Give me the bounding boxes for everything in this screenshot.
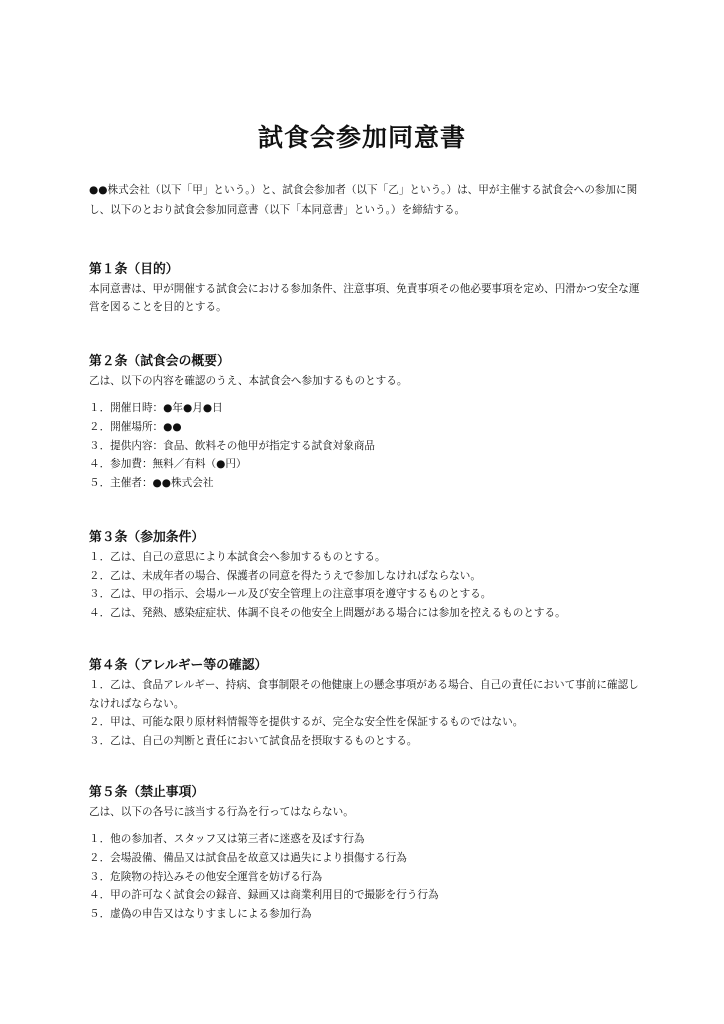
article-text: 乙は、以下の内容を確認のうえ、本試食会へ参加するものとする。: [89, 375, 408, 387]
document-title: 試食会参加同意書: [257, 122, 466, 152]
article-1: [89, 260, 649, 317]
article-5: [89, 783, 649, 923]
article-heading: 第１条（目的）: [89, 262, 179, 277]
article-text: 乙は、以下の各号に該当する行為を行ってはならない。: [89, 806, 354, 818]
list-item: １．乙は、食品アレルギー、持病、食事制限その他健康上の懸念事項がある場合、自己の責任において事前に確認しなければならない。: [89, 679, 639, 710]
article-heading: 第５条（禁止事項）: [89, 785, 205, 800]
list-item: ３．提供内容：食品、飲料その他甲が指定する試食対象商品: [89, 439, 376, 452]
list-item: ４．参加費：無料／有料（●円）: [89, 458, 247, 471]
list-item: ４．乙は、発熱、感染症症状、体調不良その他安全上問題がある場合には参加を控えるものとする。: [89, 606, 566, 619]
list-item: ２．会場設備、備品又は試食品を故意又は過失により損傷する行為: [89, 852, 407, 864]
article-text: 本同意書は、甲が開催する試食会における参加条件、注意事項、免責事項その他必要事項を定め、円滑かつ安全な運営を図ることを目的とする。: [89, 283, 640, 314]
list-item: １．開催日時：●年●月●日: [89, 402, 223, 415]
article-item-list: [89, 548, 649, 622]
list-item: ５．主催者：●●株式会社: [89, 476, 214, 489]
article-2: [89, 352, 649, 492]
list-item: ５．虚偽の申告又はなりすましによる参加行為: [89, 907, 312, 920]
article-4: [89, 656, 649, 750]
spacer: [89, 390, 649, 399]
list-item: １．他の参加者、スタッフ又は第三者に迷惑を及ぼす行為: [89, 833, 365, 846]
list-item: ２．甲は、可能な限り原材料情報等を提供するが、完全な安全性を保証するものではない。: [89, 716, 524, 729]
article-item-list: [89, 676, 649, 750]
spacer: [89, 821, 649, 830]
list-item: ３．乙は、甲の指示、会場ルール及び安全管理上の注意事項を遵守するものとする。: [89, 588, 492, 601]
list-item: ３．危険物の持込みその他安全運営を妨げる行為: [89, 870, 323, 883]
article-heading: 第２条（試食会の概要）: [89, 354, 230, 369]
article-heading: 第３条（参加条件）: [89, 530, 205, 545]
article-item-list: [89, 399, 649, 492]
list-item: ２．開催場所：●●: [89, 421, 182, 433]
list-item: ３．乙は、自己の判断と責任において試食品を摂取するものとする。: [89, 734, 418, 747]
list-item: １．乙は、自己の意思により本試食会へ参加するものとする。: [89, 551, 386, 563]
article-item-list: [89, 830, 649, 923]
article-heading: 第４条（アレルギー等の確認）: [89, 658, 268, 673]
article-3: [89, 528, 649, 622]
list-item: ４．甲の許可なく試食会の録音、録画又は商業利用目的で撮影を行う行為: [89, 889, 439, 902]
list-item: ２．乙は、未成年者の場合、保護者の同意を得たうえで参加しなければならない。: [89, 569, 481, 582]
document-intro: ●●株式会社（以下「甲」という。）と、試食会参加者（以下「乙」という。）は、甲が主催する試食会への参加に関し、以下のとおり試食会参加同意書（以下「本同意書」という。）を締結する。: [89, 184, 638, 216]
